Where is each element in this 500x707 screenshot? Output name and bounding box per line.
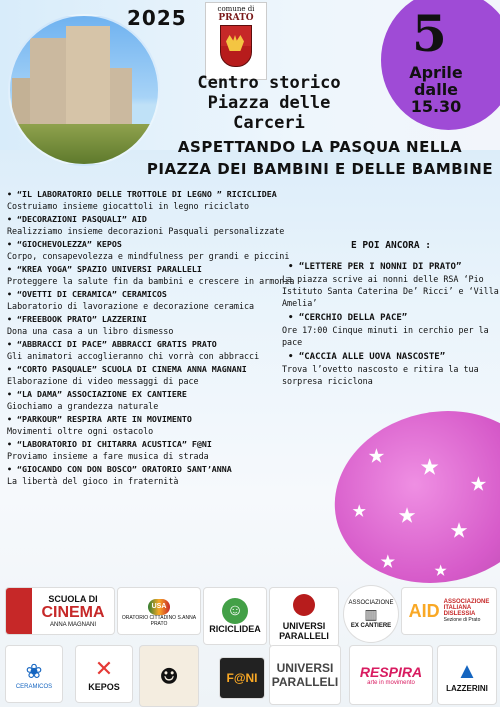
list-item: • “GIOCHEVOLEZZA” KEPOS Corpo, consapevolezza e mindfulness per grandi e piccini [7, 238, 297, 262]
more-header: E POI ANCORA : [350, 240, 432, 251]
list-item: • “GIOCANDO CON DON BOSCO” ORATORIO SANT’ANNA La libertà del gioco in fraternità [7, 463, 297, 487]
logo-ex-cantiere: ASSOCIAZIONE ▥ EX CANTIERE [344, 586, 398, 642]
smile-icon: ☺ [222, 598, 248, 624]
star-icon: ★ [450, 511, 469, 546]
flower-icon: ❀ [25, 660, 43, 683]
star-icon: ★ [380, 545, 396, 575]
list-item: • “OVETTI DI CERAMICA” CERAMICOS Laboratorio di lavorazione e decorazione ceramica [7, 288, 297, 312]
shield-icon [220, 25, 252, 67]
logo-riciclidea: ☺ RICICLIDEA [204, 588, 266, 644]
headline-line: ASPETTANDO LA PASQUA NELLA [177, 138, 463, 156]
crest-city: PRATO [218, 13, 254, 23]
list-item: • “CACCIA ALLE UOVA NASCOSTE” Trova l’ovetto nascosto e ritira la tua sorpresa riciclona [282, 351, 500, 387]
list-item: • “IL LABORATORIO DELLE TROTTOLE DI LEGNO ” RICICLIDEA Costruiamo insieme giocattoli in legno riciclato [7, 188, 297, 212]
castle-photo [8, 14, 160, 166]
children-icon: ☻ [160, 659, 178, 693]
kepos-mark-icon: ✕ [94, 656, 114, 681]
sponsor-logos [0, 582, 500, 707]
list-item: • “CERCHIO DELLA PACE” Ore 17:00 Cinque minuti in cerchio per la pace [282, 312, 500, 348]
time-prefix: dalle [413, 80, 459, 99]
event-headline [140, 136, 500, 180]
yin-yang-icon [293, 594, 315, 616]
list-item: • “ABBRACCI DI PACE” ABBRACCI GRATIS PRATO Gli animatori accoglieranno chi vorrà con abbracci [7, 338, 297, 362]
logo-oratorio: USA ORATORIO CITTADINO S.ANNA PRATO [118, 588, 200, 634]
event-location [160, 73, 378, 133]
star-icon: ★ [470, 465, 487, 498]
logo-fani: F@NI [220, 658, 264, 698]
event-day: 5 [412, 4, 447, 63]
building-icon: ▥ [364, 605, 378, 622]
list-item: • “LA DAMA” ASSOCIAZIONE EX CANTIERE Giochiamo a grandezza naturale [7, 388, 297, 412]
event-month-time [396, 64, 476, 115]
star-icon: ★ [368, 437, 385, 470]
location-line: Carceri [233, 113, 305, 133]
list-item: • “KREA YOGA” SPAZIO UNIVERSI PARALLELI Proteggere la salute fin da bambini e crescere in armonia [7, 263, 297, 287]
logo-aid: AID ASSOCIAZIONE ITALIANA DISLESSIA Sezione di Prato [402, 588, 496, 634]
castle-tower [12, 78, 30, 126]
location-line: Centro storico [197, 73, 341, 93]
logo-ceramicos: ❀ CERAMICOS [6, 646, 62, 702]
castle-tower [110, 68, 132, 128]
location-line: Piazza delle [207, 93, 331, 113]
logo-spazio-universi: UNIVERSI PARALLELI [270, 646, 340, 704]
city-crest [205, 2, 267, 80]
month-label: Aprile [409, 63, 463, 82]
grass [10, 124, 158, 164]
list-item: • “CORTO PASQUALE” SCUOLA DI CINEMA ANNA MAGNANI Elaborazione di video messaggi di pace [7, 363, 297, 387]
more-activities [282, 240, 500, 390]
pyramid-icon: ▲ [456, 657, 478, 683]
headline-line: PIAZZA DEI BAMBINI E DELLE BAMBINE [146, 160, 494, 178]
list-item: • “PARKOUR” RESPIRA ARTE IN MOVIMENTO Movimenti oltre ogni ostacolo [7, 413, 297, 437]
star-icon: ★ [398, 496, 417, 531]
logo-lazzerini: ▲ LAZZERINI [438, 646, 496, 704]
event-year: 2025 [127, 6, 187, 30]
star-icon: ★ [434, 557, 448, 582]
activity-list [7, 188, 297, 488]
star-icon: ★ [352, 495, 367, 523]
crest-caption: comune di [217, 5, 255, 13]
list-item: • “FREEBOOK PRATO” LAZZERINI Dona una casa a un libro dismesso [7, 313, 297, 337]
star-icon: ★ [420, 445, 440, 483]
logo-abbracci [140, 646, 198, 706]
castle-tower [30, 38, 66, 128]
logo-kepos: ✕ KEPOS [76, 646, 132, 702]
start-time: 15.30 [410, 97, 462, 116]
list-item: • “LABORATORIO DI CHITARRA ACUSTICA” F@NI Proviamo insieme a fare musica di strada [7, 438, 297, 462]
castle-tower [66, 26, 110, 126]
film-icon [6, 588, 32, 634]
logo-scuola-cinema: SCUOLA DI CINEMA ANNA MAGNANI [6, 588, 114, 634]
list-item: • “DECORAZIONI PASQUALI” AID Realizziamo insieme decorazioni Pasquali personalizzate [7, 213, 297, 237]
logo-universi-paralleli: UNIVERSI PARALLELI [270, 588, 338, 646]
list-item: • “LETTERE PER I NONNI DI PRATO” La piazza scrive ai nonni delle RSA ‘Pio Istituto Santa Caterina De’ Ricci’ e ‘Villa Amelia’ [282, 261, 500, 309]
logo-respira: RESPIRA arte in movimento [350, 646, 432, 704]
